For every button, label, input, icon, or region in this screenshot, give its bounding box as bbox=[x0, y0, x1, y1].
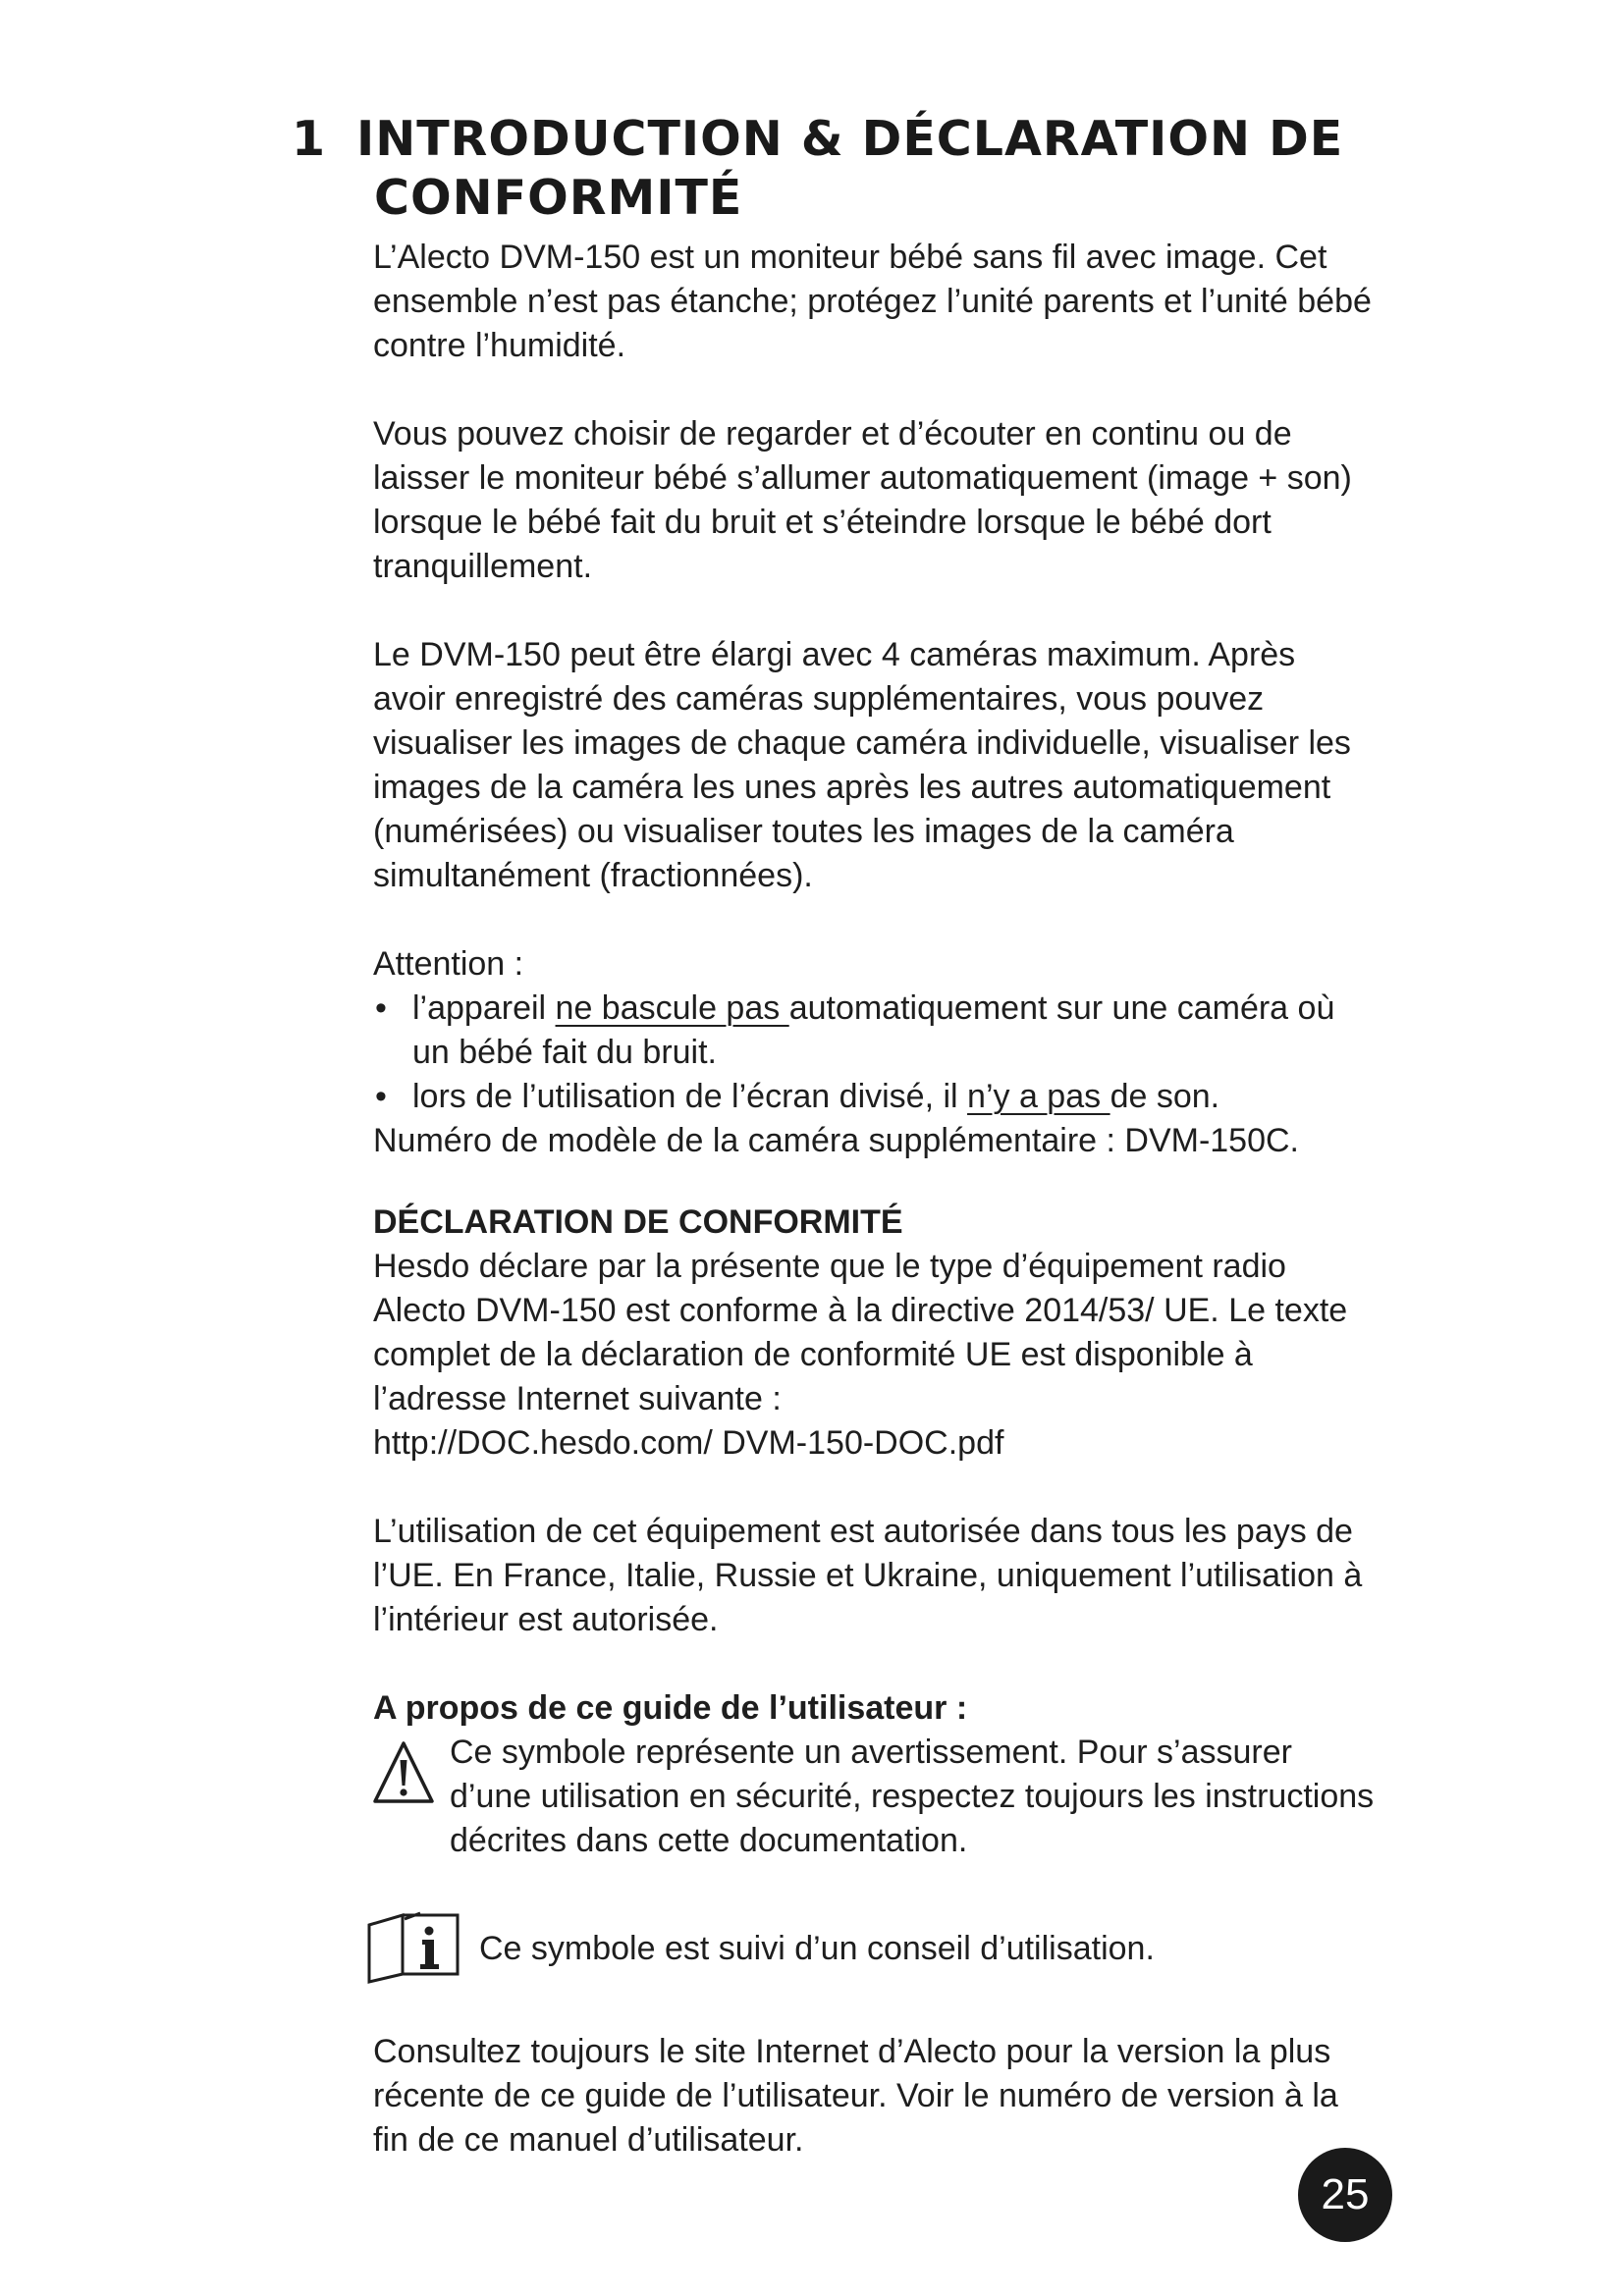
info-text: Ce symbole est suivi d’un conseil d’utilisation. bbox=[479, 1930, 1155, 1967]
declaration-url: http://DOC.hesdo.com/ DVM-150-DOC.pdf bbox=[373, 1424, 1004, 1462]
consult-paragraph: Consultez toujours le site Internet d’Alecto pour la version la plus récente de ce guide de l’utilisateur. Voir le numéro de version à la fin de ce manuel d’utilisateur. bbox=[373, 2033, 1338, 2159]
page-number-badge: 25 bbox=[1298, 2148, 1392, 2242]
section-title-line1: INTRODUCTION & DÉCLARATION DE bbox=[356, 111, 1344, 167]
warning-text: Ce symbole représente un avertissement. Pour s’assurer d’une utilisation en sécurité, respectez toujours les instructions décrites dans cette documentation. bbox=[450, 1734, 1375, 1859]
bullet-dot: • bbox=[375, 989, 387, 1027]
info-book-icon bbox=[363, 1909, 469, 1984]
bullet-1-before: l’appareil bbox=[412, 989, 556, 1027]
usage-paragraph: L’utilisation de cet équipement est autorisée dans tous les pays de l’UE. En France, Italie, Russie et Ukraine, uniquement l’utilisation à l’intérieur est autorisée. bbox=[373, 1513, 1363, 1638]
declaration-title: DÉCLARATION DE CONFORMITÉ bbox=[373, 1203, 903, 1241]
intro-paragraph-3: Le DVM-150 peut être élargi avec 4 caméras maximum. Après avoir enregistré des caméras supplémentaires, vous pouvez visualiser les images de chaque caméra individuelle, visualiser les images de la caméra les unes après les autres automatiquement (numérisées) ou visualiser toutes les images de la caméra simultanément (fractionnées). bbox=[373, 636, 1351, 894]
info-note bbox=[373, 1907, 1375, 1986]
attention-bullet-1 bbox=[373, 987, 1375, 1075]
bullet-dot: • bbox=[375, 1078, 387, 1115]
bullet-2-underlined: n’y a pas bbox=[967, 1078, 1110, 1115]
section-title-line2: CONFORMITÉ bbox=[374, 170, 743, 226]
intro-paragraph-2: Vous pouvez choisir de regarder et d’écouter en continu ou de laisser le moniteur bébé s’allumer automatiquement (image + son) lorsque le bébé fait du bruit et s’éteindre lorsque le bébé dort tranquillement. bbox=[373, 415, 1352, 585]
warning-triangle-icon bbox=[371, 1738, 436, 1809]
bullet-2-before: lors de l’utilisation de l’écran divisé, il bbox=[412, 1078, 968, 1115]
bullet-1-after: automatiquement sur une caméra où un bébé fait du bruit. bbox=[412, 989, 1335, 1071]
declaration-text: Hesdo déclare par la présente que le type d’équipement radio Alecto DVM-150 est conforme à la directive 2014/53/ UE. Le texte complet de la déclaration de conformité UE est disponible à l’adresse Internet suivante : bbox=[373, 1248, 1348, 1417]
section-number: 1 bbox=[292, 111, 327, 167]
attention-list bbox=[373, 987, 1375, 1119]
bullet-2-after: de son. bbox=[1110, 1078, 1220, 1115]
attention-bullet-2 bbox=[373, 1075, 1375, 1119]
model-number-line: Numéro de modèle de la caméra supplémentaire : DVM-150C. bbox=[373, 1122, 1300, 1159]
intro-paragraph-1: L’Alecto DVM-150 est un moniteur bébé sans fil avec image. Cet ensemble n’est pas étanche; protégez l’unité parents et l’unité bébé contre l’humidité. bbox=[373, 239, 1372, 364]
attention-label: Attention : bbox=[373, 945, 524, 983]
guide-title: A propos de ce guide de l’utilisateur : bbox=[373, 1689, 968, 1727]
bullet-1-underlined: ne bascule pas bbox=[555, 989, 789, 1027]
section-body bbox=[373, 236, 1375, 2163]
warning-note bbox=[373, 1731, 1375, 1863]
section-heading bbox=[292, 110, 1372, 228]
